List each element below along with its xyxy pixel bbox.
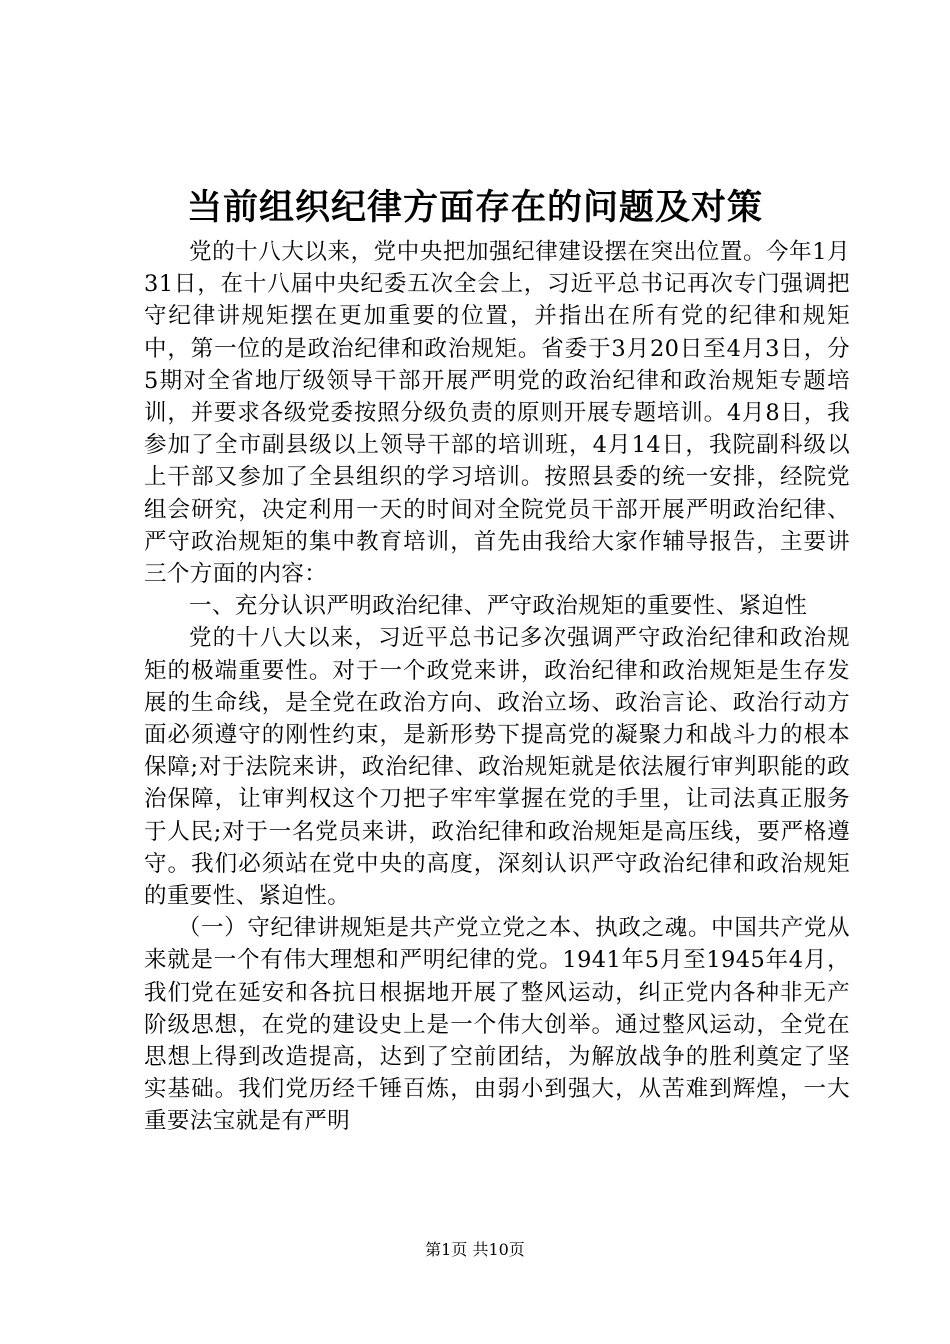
intro-paragraph: 党的十八大以来，党中央把加强纪律建设摆在突出位置。今年1月31日，在十八届中央纪委五次全会上，习近平总书记再次专门强调把守纪律讲规矩摆在更加重要的位置，并指出在所有党的纪律和规矩中，第一位的是政治纪律和政治规矩。省委于3月20日至4月3日，分5期对全省地厅级领导干部开展严明党的政治纪律和政治规矩专题培训，并要求各级党委按照分级负责的原则开展专题培训。4月8日，我参加了全市副县级以上领导干部的培训班，4月14日，我院副科级以上干部又参加了全县组织的学习培训。按照县委的统一安排，经院党组会研究，决定利用一天的时间对全院党员干部开展严明政治纪律、严守政治规矩的集中教育培训，首先由我给大家作辅导报告，主要讲三个方面的内容： <box>144 239 850 588</box>
section-1-paragraph: 党的十八大以来，习近平总书记多次强调严守政治纪律和政治规矩的极端重要性。对于一个政党来讲，政治纪律和政治规矩是生存发展的生命线，是全党在政治方向、政治立场、政治言论、政治行动方面必须遵守的刚性约束，是新形势下提高党的凝聚力和战斗力的根本保障;对于法院来讲，政治纪律、政治规矩就是依法履行审判职能的政治保障，让审判权这个刀把子牢牢掌握在党的手里，让司法真正服务于人民;对于一名党员来讲，政治纪律和政治规矩是高压线，要严格遵守。我们必须站在党中央的高度，深刻认识严守政治纪律和政治规矩的重要性、紧迫性。 <box>144 625 850 910</box>
document-body <box>144 236 850 1138</box>
subsection-1-paragraph: （一）守纪律讲规矩是共产党立党之本、执政之魂。中国共产党从来就是一个有伟大理想和严明纪律的党。1941年5月至1945年4月，我们党在延安和各抗日根据地开展了整风运动，纠正党内各种非无产阶级思想，在党的建设史上是一个伟大创举。通过整风运动，全党在思想上得到改造提高，达到了空前团结，为解放战争的胜利奠定了坚实基础。我们党历经千锤百炼，由弱小到强大，从苦难到辉煌，一大重要法宝就是有严明 <box>144 915 850 1135</box>
section-heading-1: 一、充分认识严明政治纪律、严守政治规矩的重要性、紧迫性 <box>189 593 808 620</box>
document-title: 当前组织纪律方面存在的问题及对策 <box>186 187 763 228</box>
page-number-footer: 第1页 共10页 <box>425 1240 525 1259</box>
